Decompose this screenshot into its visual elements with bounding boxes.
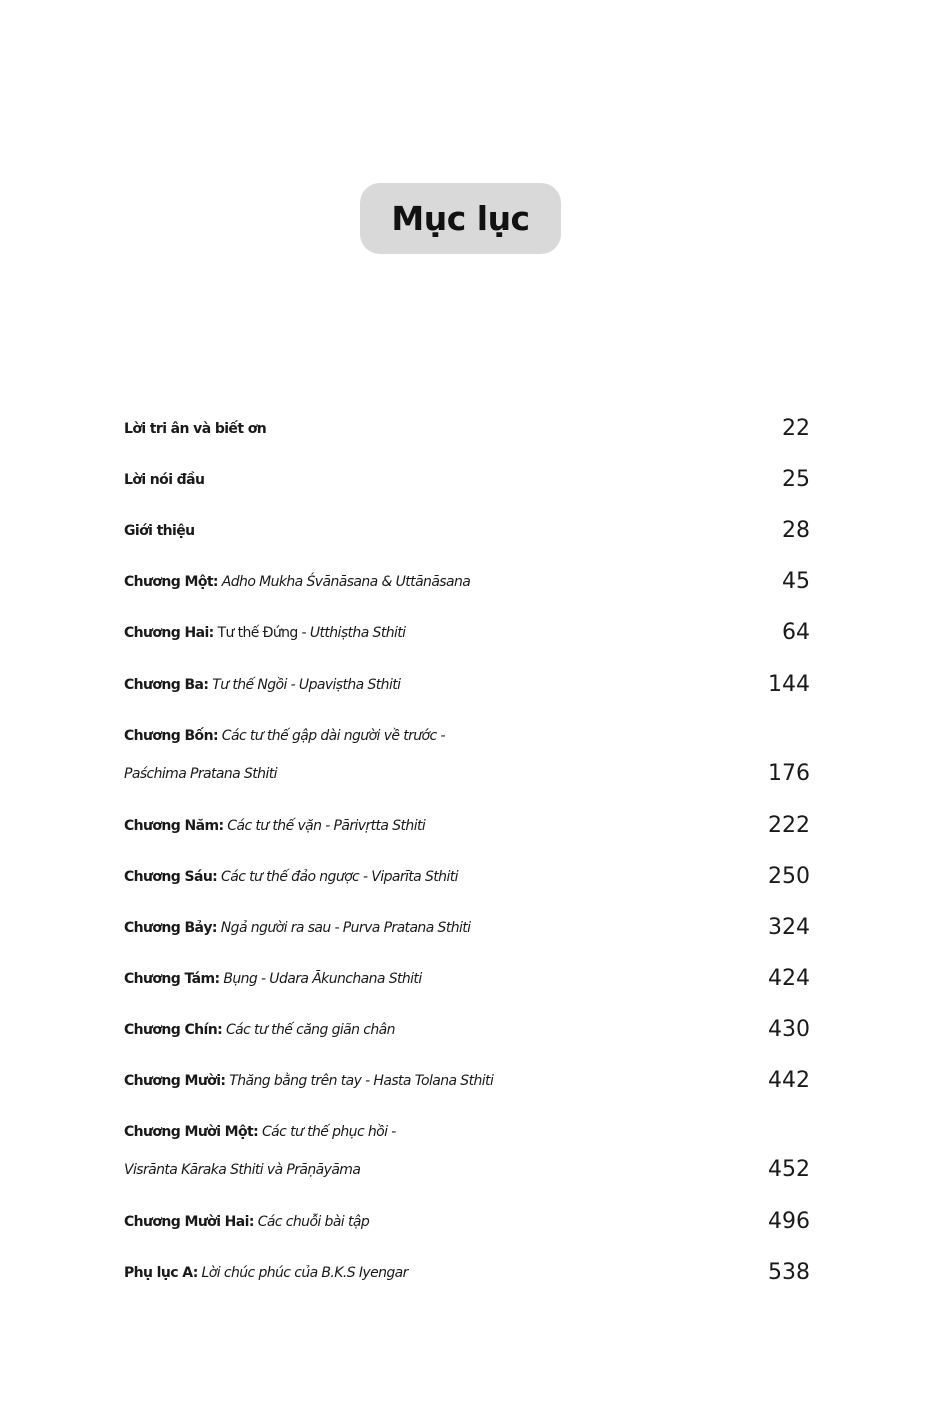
toc-page-number: 538 xyxy=(768,1260,810,1285)
toc-entry[interactable] xyxy=(124,614,810,652)
toc-entry-heading: Chương Mười Một: xyxy=(124,1124,259,1140)
toc-entry-line xyxy=(124,1011,810,1049)
toc-entry[interactable] xyxy=(124,666,810,704)
toc-entry-line xyxy=(124,461,810,499)
toc-entry-subtitle-upright: Tư thế Đứng xyxy=(213,625,298,641)
toc-page-number: 176 xyxy=(768,761,810,786)
toc-entry-subtitle: - Utthiṣtha Sthiti xyxy=(297,625,406,641)
toc-title-box xyxy=(360,183,561,254)
toc-entry[interactable] xyxy=(124,717,810,793)
toc-entry-line xyxy=(124,1254,810,1292)
toc-entry-heading: Chương Tám: xyxy=(124,971,220,987)
toc-entry-subtitle: Các tư thế phục hồi - xyxy=(258,1124,396,1140)
toc-entry-heading: Lời nói đầu xyxy=(124,472,205,488)
toc-entry-line xyxy=(124,512,810,550)
toc-entry[interactable] xyxy=(124,1011,810,1049)
toc-entry-heading: Chương Một: xyxy=(124,574,218,590)
toc-entry-subtitle: Adho Mukha Śvānāsana & Uttānāsana xyxy=(217,574,471,590)
toc-entry-line xyxy=(124,755,810,793)
toc-entry[interactable] xyxy=(124,909,810,947)
toc-entry-line xyxy=(124,1113,810,1151)
toc-entry-line xyxy=(124,858,810,896)
toc-page-number: 22 xyxy=(782,416,810,441)
page-title: Mục lục xyxy=(391,199,530,238)
toc-entry-line xyxy=(124,563,810,601)
toc-page-number: 144 xyxy=(768,672,810,697)
toc-page-number: 424 xyxy=(768,966,810,991)
toc-entry-line xyxy=(124,614,810,652)
toc-entry[interactable] xyxy=(124,461,810,499)
toc-entry[interactable] xyxy=(124,563,810,601)
toc-entry-subtitle: Các chuỗi bài tập xyxy=(253,1214,370,1230)
toc-entry-heading: Phụ lục A: xyxy=(124,1265,198,1281)
toc-entry-line xyxy=(124,909,810,947)
toc-entry-heading: Chương Bốn: xyxy=(124,728,218,744)
toc-entry-line xyxy=(124,1151,810,1189)
toc-entry-line xyxy=(124,960,810,998)
toc-entry-heading: Chương Chín: xyxy=(124,1022,223,1038)
toc-page-number: 25 xyxy=(782,467,810,492)
toc-entry-heading: Chương Mười Hai: xyxy=(124,1214,254,1230)
toc-page-number: 222 xyxy=(768,813,810,838)
toc-entry[interactable] xyxy=(124,807,810,845)
toc-page-number: 45 xyxy=(782,569,810,594)
toc-entry-heading: Chương Năm: xyxy=(124,818,224,834)
toc-page-number: 452 xyxy=(768,1157,810,1182)
toc-entry-subtitle: Paśchima Pratana Sthiti xyxy=(124,766,277,782)
toc-page-number: 324 xyxy=(768,915,810,940)
toc-entry-heading: Chương Mười: xyxy=(124,1073,226,1089)
toc-entry[interactable] xyxy=(124,1062,810,1100)
toc-entry[interactable] xyxy=(124,1203,810,1241)
toc-entry-heading: Chương Sáu: xyxy=(124,869,218,885)
toc-entry-subtitle: Các tư thế đảo ngược - Viparīta Sthiti xyxy=(217,869,458,885)
toc-page-number: 28 xyxy=(782,518,810,543)
toc-entry[interactable] xyxy=(124,410,810,448)
toc-page-number: 442 xyxy=(768,1068,810,1093)
toc-entry-subtitle: Visrānta Kāraka Sthiti và Prāṇāyāma xyxy=(124,1162,361,1178)
toc-entry-line xyxy=(124,717,810,755)
toc-entry[interactable] xyxy=(124,1113,810,1189)
toc-entry-heading: Giới thiệu xyxy=(124,523,195,539)
toc-entry[interactable] xyxy=(124,512,810,550)
toc-page-number: 496 xyxy=(768,1209,810,1234)
toc-entry[interactable] xyxy=(124,1254,810,1292)
toc-entry-heading: Chương Hai: xyxy=(124,625,214,641)
toc-entry-subtitle: Các tư thế gập dài người về trước - xyxy=(217,728,445,744)
toc-entry-subtitle: Bụng - Udara Ākunchana Sthiti xyxy=(219,971,422,987)
toc-entry-subtitle: Lời chúc phúc của B.K.S Iyengar xyxy=(197,1265,408,1281)
toc-entry-line xyxy=(124,1203,810,1241)
toc-page-number: 250 xyxy=(768,864,810,889)
toc-entry-subtitle: Tư thế Ngồi - Upaviṣtha Sthiti xyxy=(208,677,401,693)
toc-page-number: 64 xyxy=(782,620,810,645)
toc-page-number: 430 xyxy=(768,1017,810,1042)
toc-entry-subtitle: Ngả người ra sau - Purva Pratana Sthiti xyxy=(216,920,471,936)
toc-entry-subtitle: Các tư thế vặn - Pārivṛtta Sthiti xyxy=(223,818,426,834)
toc-entry-subtitle: Các tư thế căng giãn chân xyxy=(222,1022,395,1038)
toc-entry-heading: Lời tri ân và biết ơn xyxy=(124,421,267,437)
toc-entry-heading: Chương Ba: xyxy=(124,677,209,693)
toc-entry-heading: Chương Bảy: xyxy=(124,920,217,936)
toc-entry-subtitle: Thăng bằng trên tay - Hasta Tolana Sthiti xyxy=(225,1073,494,1089)
toc-entry[interactable] xyxy=(124,858,810,896)
toc-entry-line xyxy=(124,666,810,704)
toc-entry-line xyxy=(124,1062,810,1100)
toc-entry-line xyxy=(124,410,810,448)
toc-entry[interactable] xyxy=(124,960,810,998)
toc-entry-line xyxy=(124,807,810,845)
